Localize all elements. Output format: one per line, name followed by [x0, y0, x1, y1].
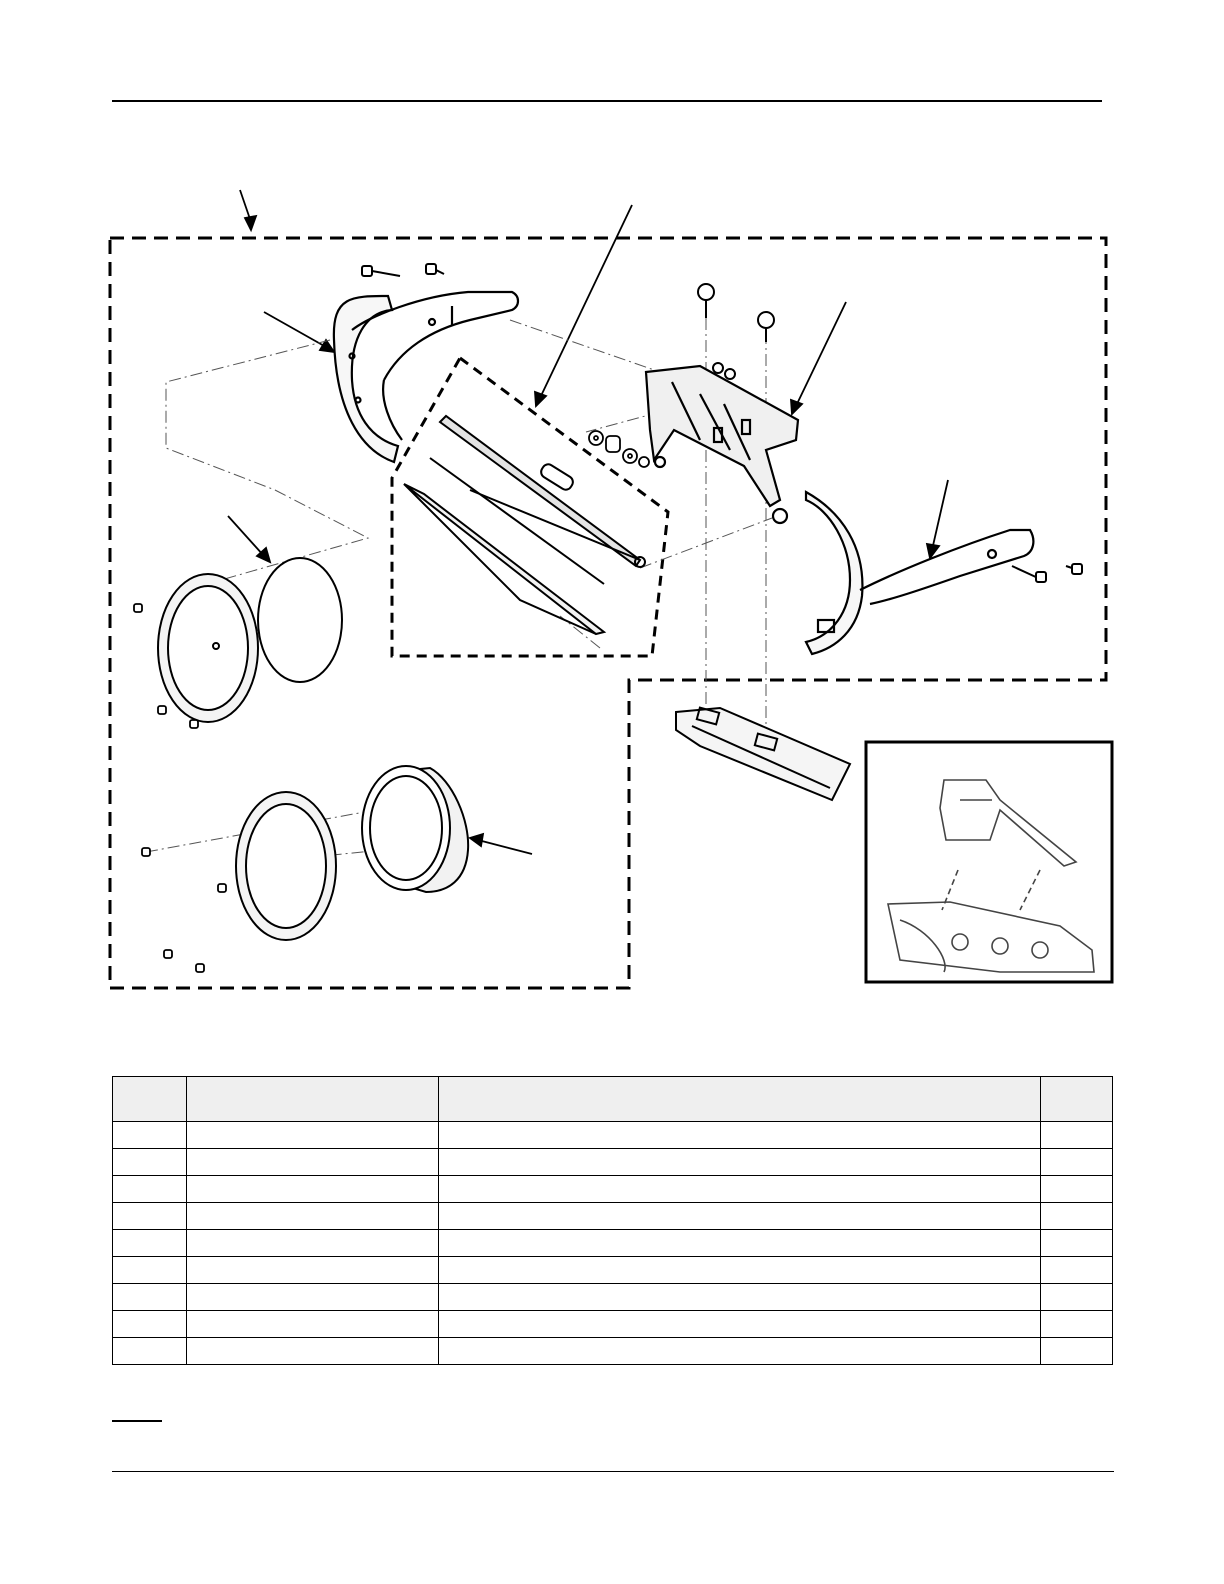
table-cell [113, 1230, 187, 1257]
lower-ring-screws [142, 848, 226, 972]
leader-arrow-blade [540, 205, 632, 398]
column-header [187, 1077, 439, 1122]
left-mount-bracket [334, 292, 518, 462]
footer-rule [112, 1471, 1114, 1472]
table-cell [1041, 1230, 1113, 1257]
parts-list-table [112, 1076, 1113, 1365]
table-cell [113, 1338, 187, 1365]
table-cell [113, 1257, 187, 1284]
note-underline [112, 1420, 162, 1422]
table-cell [113, 1311, 187, 1338]
right-mount-bracket [806, 492, 1033, 654]
lamp-housing [362, 766, 468, 892]
table-row [113, 1230, 1113, 1257]
table-cell [113, 1284, 187, 1311]
table-row [113, 1149, 1113, 1176]
table-cell [1041, 1149, 1113, 1176]
table-cell [439, 1338, 1041, 1365]
table-row [113, 1311, 1113, 1338]
table-cell [1041, 1122, 1113, 1149]
table-cell [439, 1149, 1041, 1176]
lens [258, 558, 342, 682]
table-row [113, 1284, 1113, 1311]
table-cell [439, 1230, 1041, 1257]
leader-arrow-right-bracket [932, 480, 948, 550]
table-row [113, 1257, 1113, 1284]
table-cell [113, 1203, 187, 1230]
table-cell [187, 1284, 439, 1311]
table-header-row [113, 1077, 1113, 1122]
table-cell [187, 1230, 439, 1257]
table-cell [1041, 1311, 1113, 1338]
table-cell [187, 1311, 439, 1338]
upper-trim-ring [158, 574, 258, 722]
leader-arrow-left-bracket [264, 312, 326, 347]
leader-arrow-lamp [478, 840, 532, 854]
lower-trim-ring [236, 792, 336, 940]
housing-bolts [698, 284, 774, 379]
table-row [113, 1122, 1113, 1149]
upper-bolts [362, 264, 444, 276]
mounting-rail [676, 708, 850, 800]
table-row [113, 1176, 1113, 1203]
table-cell [1041, 1257, 1113, 1284]
table-cell [1041, 1176, 1113, 1203]
table-cell [439, 1122, 1041, 1149]
table-cell [439, 1176, 1041, 1203]
table-cell [187, 1203, 439, 1230]
right-bolts [1012, 564, 1082, 582]
table-cell [439, 1284, 1041, 1311]
table-row [113, 1203, 1113, 1230]
leader-arrow-lens [228, 516, 264, 556]
column-header [1041, 1077, 1113, 1122]
table-cell [1041, 1203, 1113, 1230]
inset-detail-sketch [888, 780, 1094, 972]
column-header [113, 1077, 187, 1122]
table-cell [439, 1203, 1041, 1230]
table-cell [187, 1176, 439, 1203]
table-cell [113, 1176, 187, 1203]
table-row [113, 1338, 1113, 1365]
leader-arrow-housing [796, 302, 846, 406]
table-cell [439, 1311, 1041, 1338]
table-cell [1041, 1284, 1113, 1311]
table-cell [187, 1338, 439, 1365]
column-header [439, 1077, 1041, 1122]
table-cell [187, 1257, 439, 1284]
table-cell [1041, 1338, 1113, 1365]
table-cell [187, 1122, 439, 1149]
table-cell [187, 1149, 439, 1176]
linkage-housing [646, 366, 798, 523]
table-cell [113, 1149, 187, 1176]
table-cell [113, 1122, 187, 1149]
table-cell [439, 1257, 1041, 1284]
